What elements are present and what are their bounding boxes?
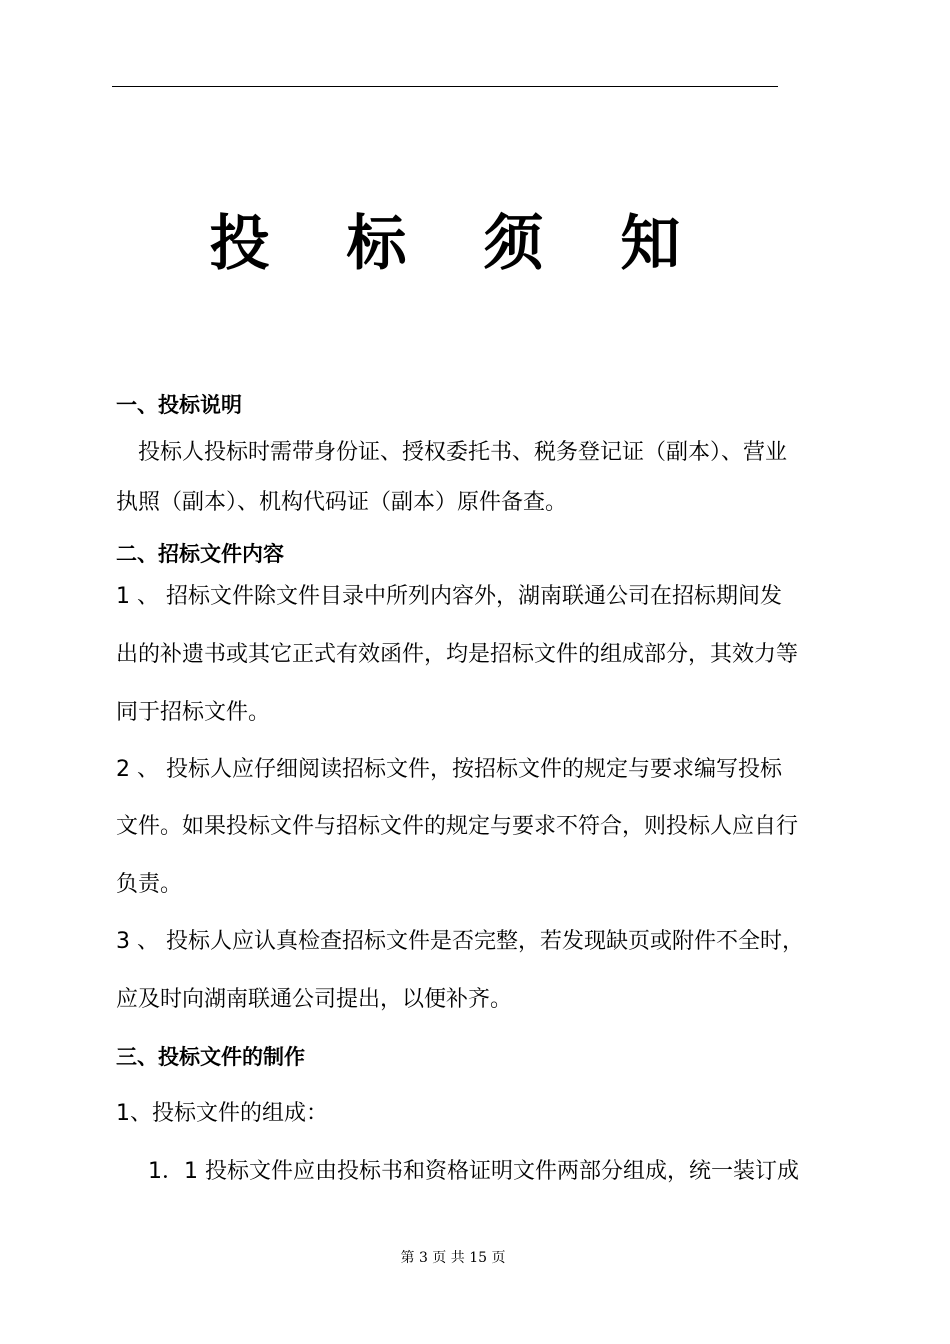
paragraph-line: 2 、 投标人应仔细阅读招标文件，按招标文件的规定与要求编写投标 — [116, 757, 782, 782]
paragraph-line: 执照（副本）、机构代码证（副本）原件备查。 — [116, 490, 568, 515]
paragraph-line: 同于招标文件。 — [116, 700, 271, 725]
paragraph-line: 出的补遗书或其它正式有效函件，均是招标文件的组成部分，其效力等 — [116, 642, 799, 667]
section-heading-bid-preparation: 三、投标文件的制作 — [116, 1045, 305, 1069]
paragraph-line: 负责。 — [116, 872, 183, 897]
page-number-footer: 第 3 页 共 15 页 — [400, 1250, 506, 1266]
paragraph-line: 3 、 投标人应认真检查招标文件是否完整，若发现缺页或附件不全时， — [116, 929, 804, 954]
section-heading-bid-instructions: 一、投标说明 — [116, 393, 242, 417]
paragraph-line: 1．1 投标文件应由投标书和资格证明文件两部分组成，统一装订成 — [148, 1159, 799, 1184]
paragraph-line: 投标人投标时需带身份证、授权委托书、税务登记证（副本）、营业 — [138, 440, 788, 465]
paragraph-line: 文件。如果投标文件与招标文件的规定与要求不符合，则投标人应自行 — [116, 814, 799, 839]
header-rule — [112, 86, 778, 87]
paragraph-line: 1 、 招标文件除文件目录中所列内容外，湖南联通公司在招标期间发 — [116, 584, 782, 609]
paragraph-line: 1、投标文件的组成： — [116, 1101, 328, 1126]
page-title: 投 标 须 知 — [209, 209, 709, 279]
paragraph-line: 应及时向湖南联通公司提出，以便补齐。 — [116, 987, 513, 1012]
section-heading-tender-contents: 二、招标文件内容 — [116, 542, 284, 566]
